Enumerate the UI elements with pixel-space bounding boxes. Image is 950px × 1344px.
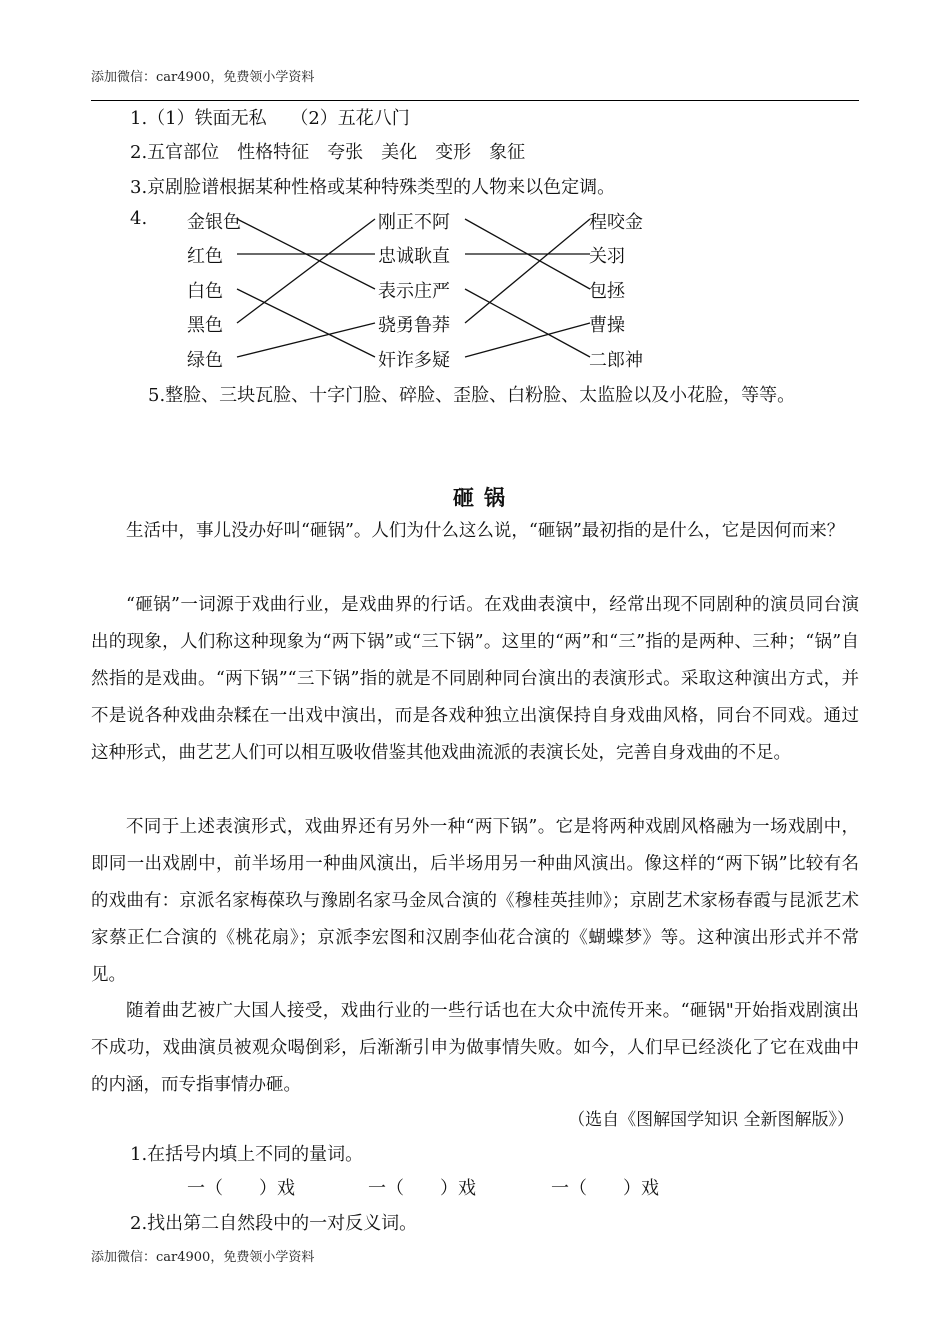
match-color: 红色 <box>187 246 223 267</box>
matching-lines <box>0 0 950 420</box>
question-1: 1.在括号内填上不同的量词。 <box>130 1144 364 1165</box>
match-line-color-trait <box>237 219 375 323</box>
match-color: 金银色 <box>187 212 241 233</box>
match-person: 程咬金 <box>589 212 643 233</box>
blank-measure-word[interactable]: 一（ ）戏 <box>187 1178 295 1199</box>
article-paragraph-2: “砸锅”一词源于戏曲行业，是戏曲界的行话。在戏曲表演中，经常出现不同剧种的演员同台演出的现象，人们称这种现象为“两下锅”或“三下锅”。这里的“两”和“三”指的是两种、三种；“锅”自然指的是戏曲。“两下锅”“三下锅”指的就是不同剧种同台演出的表演形式。采取这种演出方式，并不是说各种戏曲杂糅在一出戏中演出，而是各戏种独立出演保持自身戏曲风格，同台不同戏。通过这种形式，曲艺艺人们可以相互吸收借鉴其他戏曲流派的表演长处，完善自身戏曲的不足。 <box>91 595 859 763</box>
answer-3: 3.京剧脸谱根据某种性格或某种特殊类型的人物来以色定调。 <box>130 177 616 198</box>
match-color: 绿色 <box>187 350 223 371</box>
match-person: 包拯 <box>589 281 625 302</box>
answer-5: 5.整脸、三块瓦脸、十字门脸、碎脸、歪脸、白粉脸、太监脸以及小花脸，等等。 <box>148 385 796 406</box>
match-line-color-trait <box>237 323 375 357</box>
answer-1: 1.（1）铁面无私 （2）五花八门 <box>130 108 410 129</box>
article-title: 砸锅 <box>453 485 515 510</box>
match-trait: 骁勇鲁莽 <box>378 315 450 336</box>
answer-2: 2.五官部位 性格特征 夸张 美化 变形 象征 <box>130 142 526 163</box>
answer-4-number: 4. <box>130 208 148 229</box>
match-person: 二郎神 <box>589 350 643 371</box>
match-person: 关羽 <box>589 246 625 267</box>
match-trait: 忠诚耿直 <box>378 246 450 267</box>
match-trait: 刚正不阿 <box>378 212 450 233</box>
match-person: 曹操 <box>589 315 625 336</box>
footer-watermark: 添加微信：car4900，免费领小学资料 <box>91 1250 315 1265</box>
header-watermark: 添加微信：car4900，免费领小学资料 <box>91 70 315 85</box>
match-line-trait-person <box>465 219 590 323</box>
match-line-trait-person <box>465 323 590 357</box>
match-line-trait-person <box>465 289 590 357</box>
article-paragraph-4: 随着曲艺被广大国人接受，戏曲行业的一些行话也在大众中流传开来。“砸锅"开始指戏剧演出不成功，戏曲演员被观众喝倒彩，后渐渐引申为做事情失败。如今，人们早已经淡化了它在戏曲中的内涵，而专指事情办砸。 <box>91 1001 859 1095</box>
article-source: （选自《图解国学知识 全新图解版》） <box>568 1110 854 1130</box>
article-paragraph-3: 不同于上述表演形式，戏曲界还有另外一种“两下锅”。它是将两种戏剧风格融为一场戏剧中，即同一出戏剧中，前半场用一种曲风演出，后半场用另一种曲风演出。像这样的“两下锅”比较有名的戏曲有：京派名家梅葆玖与豫剧名家马金凤合演的《穆桂英挂帅》；京剧艺术家杨春霞与昆派艺术家蔡正仁合演的《桃花扇》；京派李宏图和汉剧李仙花合演的《蝴蝶梦》等。这种演出形式并不常见。 <box>91 817 859 985</box>
match-color: 黑色 <box>187 315 223 336</box>
match-trait: 表示庄严 <box>378 281 450 302</box>
blank-measure-word[interactable]: 一（ ）戏 <box>551 1178 659 1199</box>
question-2: 2.找出第二自然段中的一对反义词。 <box>130 1213 418 1234</box>
article-paragraph-1: 生活中，事儿没办好叫“砸锅”。人们为什么这么说，“砸锅”最初指的是什么，它是因何而来？ <box>126 521 845 541</box>
match-trait: 奸诈多疑 <box>378 350 450 371</box>
match-color: 白色 <box>187 281 223 302</box>
blank-measure-word[interactable]: 一（ ）戏 <box>368 1178 476 1199</box>
match-line-color-trait <box>237 289 375 357</box>
